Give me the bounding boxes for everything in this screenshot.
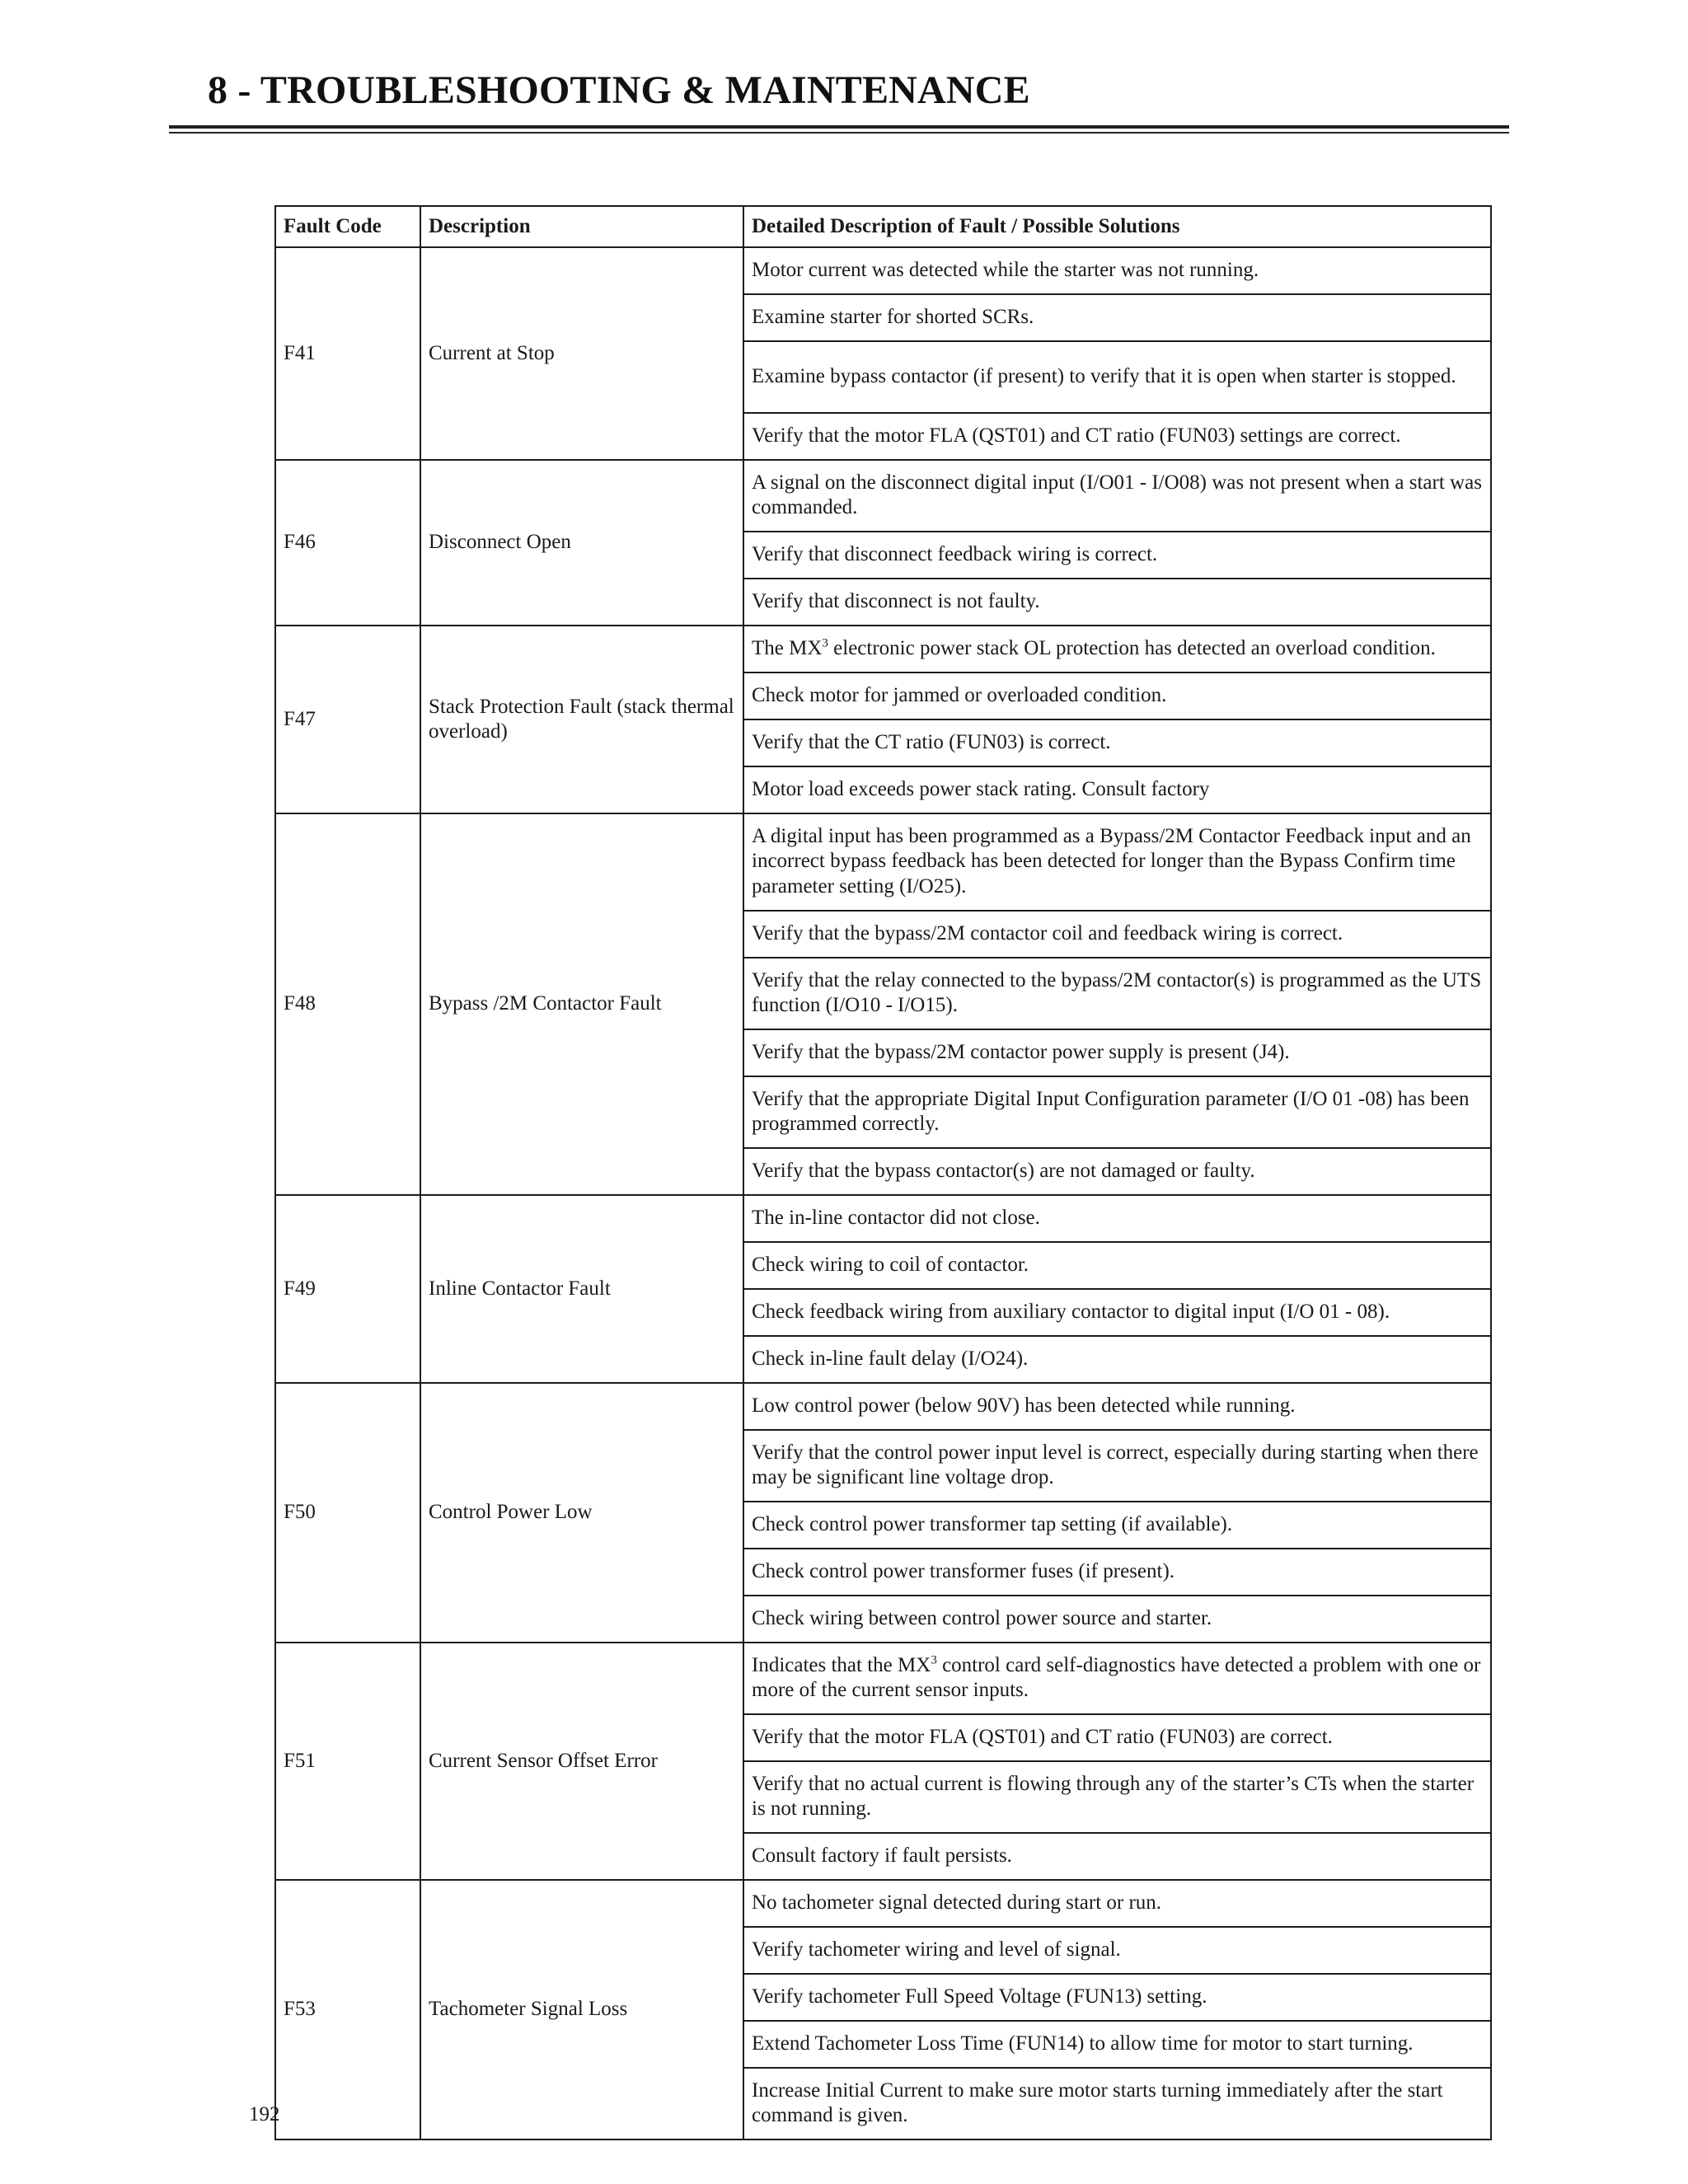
table-row <box>275 1195 1491 1242</box>
fault-detail-cell: Examine starter for shorted SCRs. <box>743 294 1491 341</box>
fault-detail-cell: Verify that disconnect feedback wiring is correct. <box>743 532 1491 579</box>
fault-description-cell: Disconnect Open <box>420 460 743 626</box>
fault-detail-cell: Low control power (below 90V) has been detected while running. <box>743 1383 1491 1430</box>
fault-detail-cell: The in-line contactor did not close. <box>743 1195 1491 1242</box>
fault-detail-cell: Check wiring between control power source and starter. <box>743 1596 1491 1643</box>
fault-detail-cell: Verify that the bypass/2M contactor coil and feedback wiring is correct. <box>743 911 1491 958</box>
fault-detail-cell: Verify that the bypass contactor(s) are not damaged or faulty. <box>743 1148 1491 1195</box>
fault-detail-cell: Increase Initial Current to make sure motor starts turning immediately after the start command is given. <box>743 2068 1491 2139</box>
column-header-detailed-description: Detailed Description of Fault / Possible Solutions <box>743 206 1491 247</box>
column-header-fault-code: Fault Code <box>275 206 420 247</box>
fault-detail-cell: Verify that no actual current is flowing through any of the starter’s CTs when the starter is not running. <box>743 1761 1491 1833</box>
fault-detail-cell: Indicates that the $MX^3$ control card self-diagnostics have detected a problem with one or more of the current sensor inputs. <box>743 1643 1491 1714</box>
fault-description-cell: Tachometer Signal Loss <box>420 1880 743 2139</box>
table-row <box>275 460 1491 532</box>
fault-code-table <box>274 205 1492 2140</box>
fault-detail-cell: Verify tachometer Full Speed Voltage (FUN13) setting. <box>743 1974 1491 2021</box>
fault-description-cell: Stack Protection Fault (stack thermal overload) <box>420 626 743 813</box>
header-rule-thick <box>169 125 1509 129</box>
table-row <box>275 1383 1491 1430</box>
header-rule-thin <box>169 132 1509 134</box>
fault-description-cell: Current Sensor Offset Error <box>420 1643 743 1880</box>
chapter-title: 8 - TROUBLESHOOTING & MAINTENANCE <box>208 68 1030 112</box>
fault-code-cell: F50 <box>275 1383 420 1643</box>
table-row <box>275 813 1491 911</box>
column-header-description: Description <box>420 206 743 247</box>
fault-code-cell: F51 <box>275 1643 420 1880</box>
table-row <box>275 247 1491 294</box>
fault-detail-cell: Verify that the relay connected to the bypass/2M contactor(s) is programmed as the UTS function (I/O10 - I/O15). <box>743 958 1491 1029</box>
fault-code-cell: F49 <box>275 1195 420 1383</box>
fault-detail-cell: Verify that the motor FLA (QST01) and CT ratio (FUN03) are correct. <box>743 1714 1491 1761</box>
table-row <box>275 1880 1491 1927</box>
fault-detail-cell: Consult factory if fault persists. <box>743 1833 1491 1880</box>
fault-code-cell: F41 <box>275 247 420 460</box>
fault-detail-cell: Examine bypass contactor (if present) to verify that it is open when starter is stopped. <box>743 341 1491 413</box>
fault-detail-cell: A signal on the disconnect digital input (I/O01 - I/O08) was not present when a start was commanded. <box>743 460 1491 532</box>
fault-detail-cell: Check feedback wiring from auxiliary contactor to digital input (I/O 01 - 08). <box>743 1289 1491 1336</box>
fault-detail-cell: Verify that the control power input level is correct, especially during starting when there may be significant line voltage drop. <box>743 1430 1491 1502</box>
fault-detail-cell: A digital input has been programmed as a Bypass/2M Contactor Feedback input and an incorrect bypass feedback has been detected for longer than the Bypass Confirm time parameter setting (I/O25). <box>743 813 1491 911</box>
fault-detail-cell: Motor load exceeds power stack rating. Consult factory <box>743 766 1491 813</box>
fault-description-cell: Control Power Low <box>420 1383 743 1643</box>
fault-detail-cell: No tachometer signal detected during start or run. <box>743 1880 1491 1927</box>
table-header <box>275 206 1491 247</box>
fault-code-cell: F47 <box>275 626 420 813</box>
fault-code-cell: F46 <box>275 460 420 626</box>
fault-detail-cell: Verify that disconnect is not faulty. <box>743 579 1491 626</box>
header-row <box>275 206 1491 247</box>
page-number: 192 <box>249 2103 280 2125</box>
fault-code-cell: F53 <box>275 1880 420 2139</box>
fault-detail-cell: Verify that the bypass/2M contactor power supply is present (J4). <box>743 1029 1491 1076</box>
fault-detail-cell: Extend Tachometer Loss Time (FUN14) to allow time for motor to start turning. <box>743 2021 1491 2068</box>
fault-description-cell: Current at Stop <box>420 247 743 460</box>
fault-detail-cell: Check control power transformer tap setting (if available). <box>743 1502 1491 1549</box>
fault-code-cell: F48 <box>275 813 420 1195</box>
fault-detail-cell: Check control power transformer fuses (if present). <box>743 1549 1491 1596</box>
fault-detail-cell: Motor current was detected while the starter was not running. <box>743 247 1491 294</box>
fault-detail-cell: Verify that the CT ratio (FUN03) is correct. <box>743 719 1491 766</box>
table-body <box>275 247 1491 2139</box>
fault-description-cell: Bypass /2M Contactor Fault <box>420 813 743 1195</box>
fault-detail-cell: Verify that the motor FLA (QST01) and CT ratio (FUN03) settings are correct. <box>743 413 1491 460</box>
fault-detail-cell: Verify tachometer wiring and level of signal. <box>743 1927 1491 1974</box>
table-row <box>275 1643 1491 1714</box>
fault-detail-cell: Verify that the appropriate Digital Input Configuration parameter (I/O 01 -08) has been programmed correctly. <box>743 1076 1491 1148</box>
fault-detail-cell: Check in-line fault delay (I/O24). <box>743 1336 1491 1383</box>
fault-detail-cell: The $MX^3$ electronic power stack OL protection has detected an overload condition. <box>743 626 1491 673</box>
fault-detail-cell: Check motor for jammed or overloaded condition. <box>743 673 1491 719</box>
fault-detail-cell: Check wiring to coil of contactor. <box>743 1242 1491 1289</box>
table-row <box>275 626 1491 673</box>
fault-description-cell: Inline Contactor Fault <box>420 1195 743 1383</box>
